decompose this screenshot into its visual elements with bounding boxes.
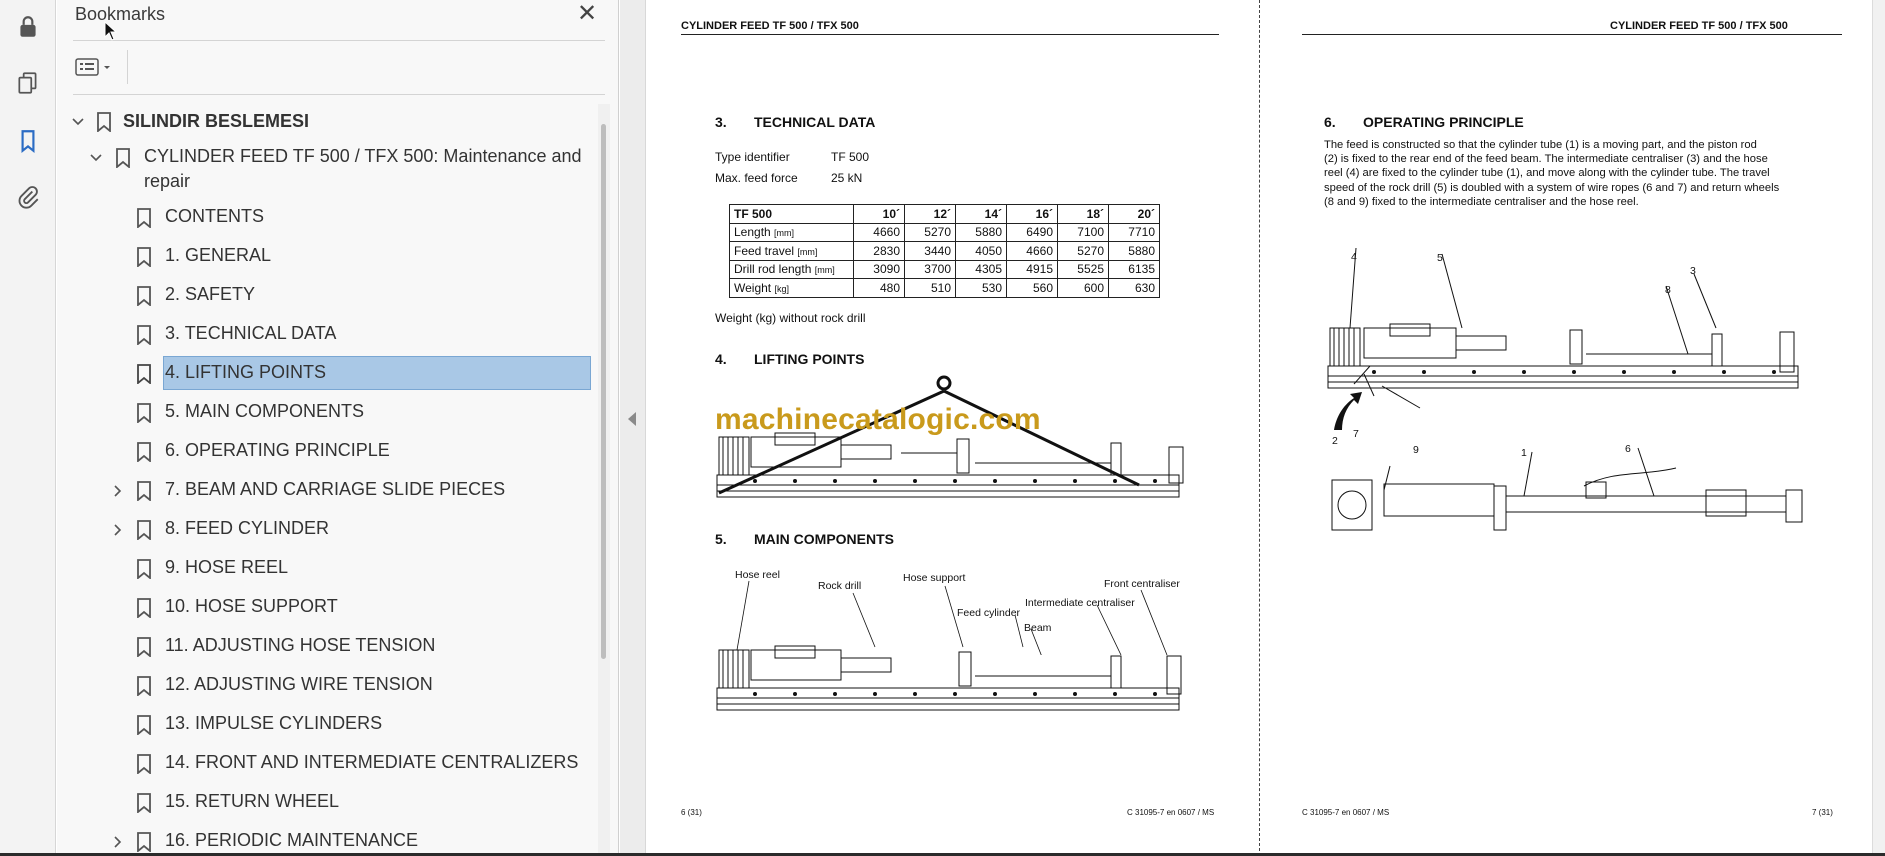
table-cell: 5270: [905, 223, 956, 242]
bookmark-label: 13. IMPULSE CYLINDERS: [165, 713, 383, 733]
section-number: 6.: [1324, 114, 1336, 130]
tool-rail: [0, 0, 56, 856]
callout-1: 1: [1521, 447, 1527, 459]
page-header: CYLINDER FEED TF 500 / TFX 500: [681, 20, 859, 32]
chevron-right-icon[interactable]: [109, 521, 127, 539]
table-cell: 510: [905, 279, 956, 298]
watermark-text: machinecatalogic.com: [715, 403, 1041, 436]
paragraph-line: reel (4) are fixed to the cylinder tube (1), and move along with the cylinder tube. The travel: [1324, 167, 1770, 180]
callout-9: 9: [1413, 444, 1419, 456]
bookmarks-scrollbar[interactable]: [598, 104, 610, 856]
bookmark-label: 2. SAFETY: [165, 284, 256, 304]
callout-3: 3: [1690, 265, 1696, 277]
bookmark-label: 14. FRONT AND INTERMEDIATE CENTRALIZERS: [165, 752, 579, 772]
divider: [127, 50, 128, 84]
table-header-row: [730, 205, 1160, 224]
table-cell: 2830: [854, 242, 905, 261]
bookmark-item[interactable]: [57, 785, 597, 821]
divider: [73, 40, 605, 41]
bookmark-item[interactable]: [57, 140, 597, 190]
bookmark-icon: [97, 112, 111, 132]
page-6: [647, 0, 1259, 856]
bookmark-label: 16. PERIODIC MAINTENANCE: [165, 830, 419, 850]
section-number: 4.: [715, 351, 727, 367]
collapse-arrow-icon: [628, 412, 636, 426]
panel-title: Bookmarks: [75, 4, 166, 24]
bookmark-icon: [137, 364, 151, 384]
label-intermediate-centraliser: Intermediate centraliser: [1025, 597, 1135, 609]
page-footer-left: C 31095-7 en 0607 / MS: [1302, 808, 1390, 817]
bookmark-icon: [137, 559, 151, 579]
label-beam: Beam: [1024, 622, 1052, 634]
paragraph-line: (2) is fixed to the rear end of the feed beam. The intermediate centraliser (3) and the hose: [1324, 153, 1768, 166]
rotation-arrow-icon: [1334, 392, 1362, 430]
bookmark-item[interactable]: [57, 746, 597, 782]
label-hose-reel: Hose reel: [735, 569, 780, 581]
table-cell: 5880: [956, 223, 1007, 242]
bookmark-icon: [137, 442, 151, 462]
chevron-down-icon[interactable]: [87, 149, 105, 167]
bookmark-item[interactable]: [57, 395, 597, 431]
section-title: TECHNICAL DATA: [754, 114, 876, 130]
table-cell: 560: [1007, 279, 1058, 298]
param-name: Drill rod length: [734, 262, 812, 277]
bookmark-icon: [137, 832, 151, 852]
table-cell: 3700: [905, 260, 956, 279]
table-cell-param: [730, 260, 854, 279]
bookmark-item[interactable]: [57, 629, 597, 665]
main-components-diagram: [715, 644, 1185, 734]
table-cell: 6490: [1007, 223, 1058, 242]
bookmark-item[interactable]: [57, 707, 597, 743]
bookmark-item[interactable]: [57, 473, 597, 509]
force-value: 25 kN: [831, 171, 863, 185]
type-value: TF 500: [831, 150, 870, 164]
bookmark-icon: [137, 481, 151, 501]
bookmark-label: CONTENTS: [165, 206, 264, 226]
section-title: MAIN COMPONENTS: [754, 531, 894, 547]
bookmark-label: 6. OPERATING PRINCIPLE: [165, 440, 390, 460]
table-header-cell: TF 500: [730, 205, 854, 224]
section-number: 5.: [715, 531, 727, 547]
table-cell: 6135: [1109, 260, 1160, 279]
bookmark-icon: [137, 793, 151, 813]
param-unit: [mm]: [814, 265, 835, 276]
table-cell-param: [730, 242, 854, 261]
table-row: [730, 279, 1160, 298]
technical-data-table: [729, 204, 1160, 298]
table-cell: 5525: [1058, 260, 1109, 279]
bookmark-icon: [137, 637, 151, 657]
operating-principle-paragraph: [1324, 138, 1824, 209]
bookmark-item[interactable]: [57, 824, 597, 856]
table-cell: 4915: [1007, 260, 1058, 279]
bookmark-item[interactable]: [57, 512, 597, 548]
bookmark-icon: [116, 148, 130, 168]
document-scrollbar[interactable]: [1872, 0, 1885, 856]
callout-2: 2: [1332, 435, 1338, 447]
table-cell: 4660: [1007, 242, 1058, 261]
param-unit: [mm]: [797, 246, 818, 257]
table-row: [730, 223, 1160, 242]
table-header-cell: 18´: [1058, 205, 1109, 224]
table-cell: 5270: [1058, 242, 1109, 261]
section-title: LIFTING POINTS: [754, 351, 865, 367]
section-title: OPERATING PRINCIPLE: [1363, 114, 1524, 130]
chevron-right-icon[interactable]: [109, 833, 127, 851]
table-row: [730, 242, 1160, 261]
chevron-down-icon[interactable]: [69, 113, 87, 131]
param-unit: [mm]: [774, 228, 795, 239]
table-header-cell: 14´: [956, 205, 1007, 224]
param-name: Length: [734, 225, 771, 240]
bookmark-label: 5. MAIN COMPONENTS: [165, 401, 365, 421]
operating-principle-diagram: [1324, 240, 1824, 550]
bookmark-label: 4. LIFTING POINTS: [165, 362, 327, 382]
bookmark-icon: [137, 520, 151, 540]
bookmark-label: CYLINDER FEED TF 500 / TFX 500: Maintenance and: [144, 146, 582, 166]
table-cell: 5880: [1109, 242, 1160, 261]
bookmark-icon: [137, 286, 151, 306]
table-cell: 7710: [1109, 223, 1160, 242]
header-rule: [1302, 34, 1842, 35]
bookmark-icon: [137, 598, 151, 618]
label-feed-cylinder: Feed cylinder: [957, 607, 1021, 619]
bookmark-icon[interactable]: [11, 124, 45, 158]
table-header-cell: 16´: [1007, 205, 1058, 224]
bookmark-item[interactable]: [57, 239, 597, 275]
lock-icon[interactable]: [11, 10, 45, 44]
force-label: Max. feed force: [715, 171, 798, 185]
label-front-centraliser: Front centraliser: [1104, 578, 1180, 590]
section-number: 3.: [715, 114, 727, 130]
table-cell: 4305: [956, 260, 1007, 279]
callout-4: 4: [1351, 251, 1357, 263]
page-header: CYLINDER FEED TF 500 / TFX 500: [1610, 20, 1788, 32]
page-footer-left: 6 (31): [681, 808, 702, 817]
list-options-icon: [75, 57, 101, 77]
bookmark-icon: [137, 403, 151, 423]
callout-6: 6: [1625, 443, 1631, 455]
param-name: Feed travel: [734, 243, 795, 258]
document-view[interactable]: [647, 0, 1872, 856]
callout-7: 7: [1353, 428, 1359, 440]
table-header-cell: 10´: [854, 205, 905, 224]
lifting-points-diagram: [715, 375, 1185, 510]
table-cell: 480: [854, 279, 905, 298]
bookmarks-panel: [57, 0, 619, 856]
bookmark-label: 3. TECHNICAL DATA: [165, 323, 337, 343]
table-header-cell: 12´: [905, 205, 956, 224]
bookmark-item[interactable]: [57, 200, 597, 236]
bookmark-tree: [57, 104, 597, 856]
table-cell: 3090: [854, 260, 905, 279]
callout-5: 5: [1437, 252, 1443, 264]
table-cell-param: [730, 223, 854, 242]
bookmark-label: 12. ADJUSTING WIRE TENSION: [165, 674, 433, 694]
table-cell: 530: [956, 279, 1007, 298]
table-cell: 600: [1058, 279, 1109, 298]
close-icon[interactable]: ✕: [576, 0, 598, 27]
bookmark-item[interactable]: [57, 278, 597, 314]
pages-icon[interactable]: [11, 66, 45, 100]
param-name: Weight: [734, 280, 772, 295]
table-cell: 4050: [956, 242, 1007, 261]
chevron-right-icon[interactable]: [109, 482, 127, 500]
bookmark-item[interactable]: [57, 590, 597, 626]
bookmark-label-continued: repair: [144, 171, 191, 191]
paragraph-line: (8 and 9) fixed to the intermediate centraliser and the hose reel.: [1324, 195, 1639, 208]
paragraph-line: speed of the rock drill (5) is doubled with a system of wire ropes (6 and 7) and return wheels: [1324, 181, 1780, 194]
label-hose-support: Hose support: [903, 572, 966, 584]
bookmark-label: 9. HOSE REEL: [165, 557, 289, 577]
type-label: Type identifier: [715, 150, 790, 164]
table-cell-param: [730, 279, 854, 298]
options-button[interactable]: [75, 52, 121, 82]
table-cell: 4660: [854, 223, 905, 242]
bookmark-icon: [137, 715, 151, 735]
chevron-down-icon: [101, 57, 113, 77]
callout-8: 8: [1665, 284, 1671, 296]
table-cell: 7100: [1058, 223, 1109, 242]
label-rock-drill: Rock drill: [818, 580, 862, 592]
page-7: [1260, 0, 1872, 856]
table-cell: 630: [1109, 279, 1160, 298]
table-cell: 3440: [905, 242, 956, 261]
param-unit: [kg]: [774, 283, 789, 294]
bookmark-icon: [137, 208, 151, 228]
bookmark-item[interactable]: [57, 551, 597, 587]
bookmark-label: 7. BEAM AND CARRIAGE SLIDE PIECES: [165, 479, 506, 499]
bookmark-label: 8. FEED CYLINDER: [165, 518, 330, 538]
bookmark-item-selected[interactable]: [57, 356, 597, 392]
bookmark-label: 11. ADJUSTING HOSE TENSION: [165, 635, 436, 655]
table-header-cell: 20´: [1109, 205, 1160, 224]
bookmark-label: 10. HOSE SUPPORT: [165, 596, 338, 616]
bookmark-icon: [137, 754, 151, 774]
bookmark-label: SILINDIR BESLEMESI: [123, 111, 310, 131]
table-row: [730, 260, 1160, 279]
bookmark-item[interactable]: [57, 434, 597, 470]
bookmark-icon: [137, 676, 151, 696]
scrollbar-thumb[interactable]: [601, 124, 606, 659]
divider: [73, 94, 605, 95]
bookmark-label: 1. GENERAL: [165, 245, 272, 265]
attachment-icon[interactable]: [11, 180, 45, 214]
bookmark-label: 15. RETURN WHEEL: [165, 791, 340, 811]
bookmark-item[interactable]: [57, 317, 597, 353]
mouse-cursor-icon: [104, 21, 118, 41]
bookmark-icon: [137, 247, 151, 267]
bookmark-item[interactable]: [57, 104, 597, 140]
page-footer-right: 7 (31): [1812, 808, 1833, 817]
bookmark-item[interactable]: [57, 668, 597, 704]
header-rule: [681, 34, 1219, 35]
panel-collapse-handle[interactable]: [620, 0, 646, 856]
paragraph-line: The feed is constructed so that the cylinder tube (1) is a moving part, and the piston rod: [1324, 139, 1757, 151]
bookmark-icon: [137, 325, 151, 345]
page-footer-right: C 31095-7 en 0607 / MS: [1127, 808, 1215, 817]
weight-note: Weight (kg) without rock drill: [715, 311, 866, 325]
